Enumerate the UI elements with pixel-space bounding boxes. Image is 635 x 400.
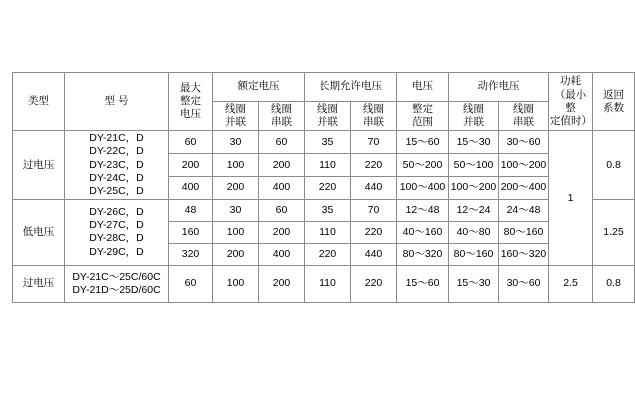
cell-max: 160 [169, 221, 213, 243]
header-long-term-voltage: 长期允许电压 [305, 73, 397, 102]
cell-action-parallel: 50～100 [449, 154, 499, 177]
cell-max: 400 [169, 177, 213, 200]
cell-return-3: 0.8 [593, 265, 635, 302]
cell-action-series: 30～60 [499, 265, 549, 302]
header-action-coil-series [499, 102, 549, 131]
model-item: DY-28C，D [89, 232, 144, 245]
header-rated-coil-series-line-1: 线圈 [271, 103, 292, 115]
cell-setting-range: 12～48 [397, 199, 449, 221]
model-item: DY-21C，D [89, 132, 144, 145]
group-type-3: 过电压 [13, 265, 65, 302]
header-action-coil-series-line-2: 串联 [513, 116, 534, 129]
header-power [549, 73, 593, 131]
header-setting-range-line-1: 整定 [412, 103, 433, 115]
cell-action-series: 80～160 [499, 221, 549, 243]
header-long-coil-series-line-1: 线圈 [363, 103, 384, 115]
cell-setting-range: 100～400 [397, 177, 449, 200]
cell-long-parallel: 220 [305, 177, 351, 200]
header-setting-range [397, 102, 449, 131]
spec-table-container [12, 72, 624, 303]
cell-return-1: 0.8 [593, 131, 635, 200]
cell-setting-range: 50～200 [397, 154, 449, 177]
header-model: 型 号 [65, 73, 169, 131]
header-max-line-3: 电压 [180, 108, 201, 121]
cell-rated-series: 200 [259, 265, 305, 302]
group-models-3 [65, 265, 169, 302]
header-voltage: 电压 [397, 73, 449, 102]
cell-rated-series: 60 [259, 131, 305, 154]
header-return-coefficient [593, 73, 635, 131]
cell-power-1: 1 [549, 131, 593, 266]
cell-action-parallel: 100～200 [449, 177, 499, 200]
cell-rated-parallel: 200 [213, 243, 259, 265]
model-item: DY-22C，D [89, 145, 144, 158]
header-power-line-2: （最小整 [554, 88, 587, 114]
cell-long-series: 440 [351, 177, 397, 200]
header-max-setting-voltage [169, 73, 213, 131]
table-row [13, 199, 635, 221]
model-item: DY-26C，D [89, 206, 144, 219]
header-rated-coil-parallel [213, 102, 259, 131]
header-rated-coil-series-line-2: 串联 [271, 116, 292, 129]
cell-max: 320 [169, 243, 213, 265]
model-item: DY-25C，D [89, 184, 144, 197]
cell-action-series: 24～48 [499, 199, 549, 221]
cell-long-series: 220 [351, 265, 397, 302]
header-action-coil-series-line-1: 线圈 [513, 103, 534, 115]
cell-return-2: 1.25 [593, 199, 635, 265]
cell-max: 200 [169, 154, 213, 177]
header-action-coil-parallel-line-1: 线圈 [463, 103, 484, 115]
header-rated-coil-parallel-line-1: 线圈 [225, 103, 246, 115]
header-long-coil-series [351, 102, 397, 131]
cell-rated-series: 200 [259, 154, 305, 177]
cell-long-series: 220 [351, 154, 397, 177]
cell-max: 60 [169, 265, 213, 302]
model-item: DY-21C～25C/60C [72, 270, 161, 283]
header-action-coil-parallel [449, 102, 499, 131]
cell-rated-parallel: 100 [213, 265, 259, 302]
header-action-coil-parallel-line-2: 并联 [463, 116, 484, 129]
cell-setting-range: 15～60 [397, 265, 449, 302]
table-row [13, 265, 635, 302]
header-rated-voltage: 额定电压 [213, 73, 305, 102]
cell-rated-series: 400 [259, 177, 305, 200]
table-row [13, 131, 635, 154]
cell-setting-range: 80～320 [397, 243, 449, 265]
header-max-line-2: 整定 [180, 95, 201, 108]
model-item: DY-21D～25D/60C [72, 283, 161, 296]
header-power-line-3: 定值时） [550, 114, 592, 127]
group-type-2: 低电压 [13, 199, 65, 265]
group-type-1: 过电压 [13, 131, 65, 200]
cell-long-parallel: 110 [305, 221, 351, 243]
cell-action-parallel: 15～30 [449, 265, 499, 302]
header-long-coil-series-line-2: 串联 [363, 116, 384, 129]
cell-long-parallel: 220 [305, 243, 351, 265]
cell-rated-series: 200 [259, 221, 305, 243]
cell-setting-range: 40～160 [397, 221, 449, 243]
header-long-coil-parallel [305, 102, 351, 131]
cell-action-series: 30～60 [499, 131, 549, 154]
cell-long-series: 70 [351, 199, 397, 221]
header-power-line-1: 功耗 [560, 75, 581, 88]
cell-long-parallel: 35 [305, 199, 351, 221]
cell-rated-parallel: 30 [213, 199, 259, 221]
cell-action-series: 200～400 [499, 177, 549, 200]
cell-rated-parallel: 200 [213, 177, 259, 200]
cell-action-parallel: 40～80 [449, 221, 499, 243]
cell-action-series: 160～320 [499, 243, 549, 265]
header-row-1 [13, 73, 635, 102]
header-rated-coil-parallel-line-2: 并联 [225, 116, 246, 129]
cell-action-parallel: 80～160 [449, 243, 499, 265]
cell-action-series: 100～200 [499, 154, 549, 177]
cell-power-3: 2.5 [549, 265, 593, 302]
model-item: DY-27C，D [89, 219, 144, 232]
header-rated-coil-series [259, 102, 305, 131]
cell-rated-parallel: 30 [213, 131, 259, 154]
cell-rated-parallel: 100 [213, 221, 259, 243]
cell-long-series: 70 [351, 131, 397, 154]
cell-setting-range: 15～60 [397, 131, 449, 154]
cell-action-parallel: 15～30 [449, 131, 499, 154]
cell-long-series: 440 [351, 243, 397, 265]
model-item: DY-29C，D [89, 245, 144, 258]
group-models-1 [65, 131, 169, 200]
cell-long-parallel: 110 [305, 265, 351, 302]
header-return-line-2: 系数 [603, 101, 624, 114]
cell-long-parallel: 110 [305, 154, 351, 177]
header-return-line-1: 返回 [603, 88, 624, 101]
group-models-2 [65, 199, 169, 265]
header-setting-range-line-2: 范围 [412, 116, 433, 129]
header-long-coil-parallel-line-1: 线圈 [317, 103, 338, 115]
header-max-line-1: 最大 [180, 81, 201, 94]
cell-rated-series: 400 [259, 243, 305, 265]
cell-long-series: 220 [351, 221, 397, 243]
header-action-voltage: 动作电压 [449, 73, 549, 102]
cell-max: 60 [169, 131, 213, 154]
cell-long-parallel: 35 [305, 131, 351, 154]
cell-rated-series: 60 [259, 199, 305, 221]
header-long-coil-parallel-line-2: 并联 [317, 116, 338, 129]
specification-table [12, 72, 635, 303]
header-type: 类型 [13, 73, 65, 131]
cell-action-parallel: 12～24 [449, 199, 499, 221]
model-item: DY-24C，D [89, 171, 144, 184]
cell-rated-parallel: 100 [213, 154, 259, 177]
cell-max: 48 [169, 199, 213, 221]
model-item: DY-23C，D [89, 158, 144, 171]
